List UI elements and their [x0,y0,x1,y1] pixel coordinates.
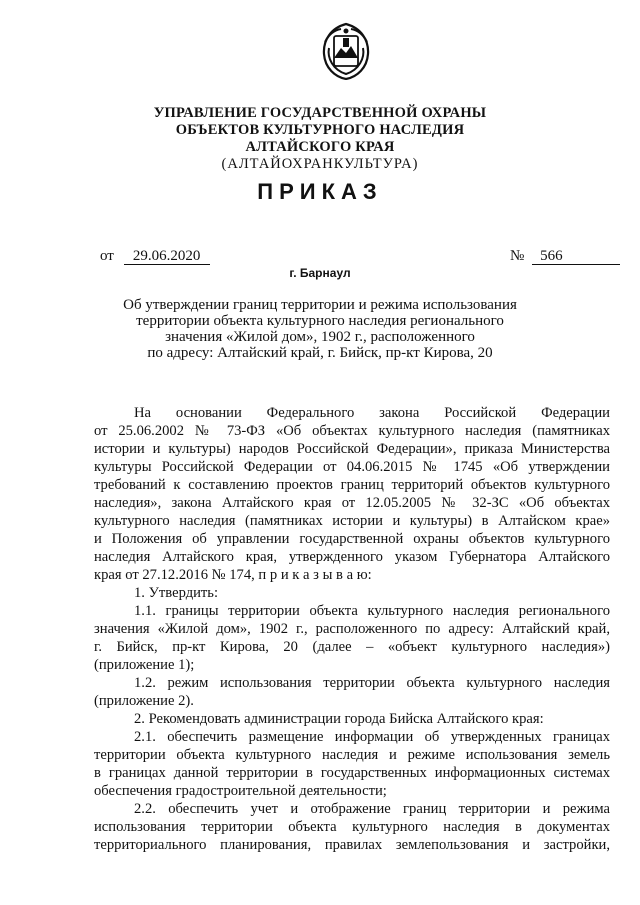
body-line: 1.2. режим использования территории объекта культурного наследия [134,675,610,691]
body-line: территории объекта культурного наследия и режиме использования земель [94,747,610,763]
number-value: 566 [532,248,620,265]
body-line: 2. Рекомендовать администрации города Бийска Алтайского края: [134,711,544,727]
org-name-line-2: ОБЪЕКТОВ КУЛЬТУРНОГО НАСЛЕДИЯ [175,122,465,138]
subject-line: значения «Жилой дом», 1902 г., расположенного [165,329,475,345]
body-line: 1.1. границы территории объекта культурного наследия регионального [134,603,610,619]
date-prefix: от [100,248,114,264]
number-field [510,248,620,265]
body-line: (приложение 1); [94,657,195,673]
body-line: На основании Федерального закона Российской Федерации [134,405,610,421]
body-line: использования территории объекта культурного наследия в документах [94,819,610,835]
body-line: 2.1. обеспечить размещение информации об утвержденных границах [134,729,610,745]
date-value: 29.06.2020 [124,248,210,265]
org-name-line-3: АЛТАЙСКОГО КРАЯ [245,139,395,155]
org-name-abbreviation: (АЛТАЙОХРАНКУЛЬТУРА) [221,156,419,172]
coat-of-arms-emblem [319,22,373,80]
subject-line: территории объекта культурного наследия регионального [136,313,504,329]
city: г. Барнаул [289,266,351,280]
subject-line: по адресу: Алтайский край, г. Бийск, пр-кт Кирова, 20 [147,345,493,361]
org-name-line-1: УПРАВЛЕНИЕ ГОСУДАРСТВЕННОЙ ОХРАНЫ [153,105,487,121]
body-line: территориального планирования, правилах землепользования и застройки, [94,837,610,853]
body-line: (приложение 2). [94,693,194,709]
body-line: края от 27.12.2016 № 174, п р и к а з ы в а ю: [94,567,372,583]
number-prefix: № [510,248,525,264]
body-line: требований к составлению проектов границ территорий объектов культурного [94,477,610,493]
subject-line: Об утверждении границ территории и режима использования [123,297,517,313]
body-line: значения «Жилой дом», 1902 г., расположенного по адресу: Алтайский край, [94,621,610,637]
document-title: ПРИКАЗ [257,179,383,204]
body-line: истории и культуры) народов Российской Федерации», приказа Министерства [94,441,610,457]
body-line: культурного наследия (памятниках истории и культуры) в Алтайском крае» [94,513,610,529]
body-line: наследия Алтайского края, утвержденного указом Губернатора Алтайского [94,549,610,565]
body-line: обеспечения градостроительной деятельности; [94,783,387,799]
body-line: 1. Утвердить: [134,585,219,601]
body-line: наследия», закона Алтайского края от 12.05.2005 № 32-ЗС «Об объектах [94,495,610,511]
body-line: в границах данной территории в государственных информационных системах [94,765,610,781]
body-line: г. Бийск, пр-кт Кирова, 20 (далее – «объект культурного наследия») [94,639,610,655]
body-line: культуры Российской Федерации от 04.06.2015 № 1745 «Об утверждении [94,459,610,475]
body-line: и Положения об управлении государственной охраны объектов культурного [94,531,610,547]
body-line: от 25.06.2002 № 73-ФЗ «Об объектах культурного наследия (памятниках [94,423,610,439]
body-line: 2.2. обеспечить учет и отображение границ территории и режима [134,801,610,817]
date-field [100,248,210,265]
